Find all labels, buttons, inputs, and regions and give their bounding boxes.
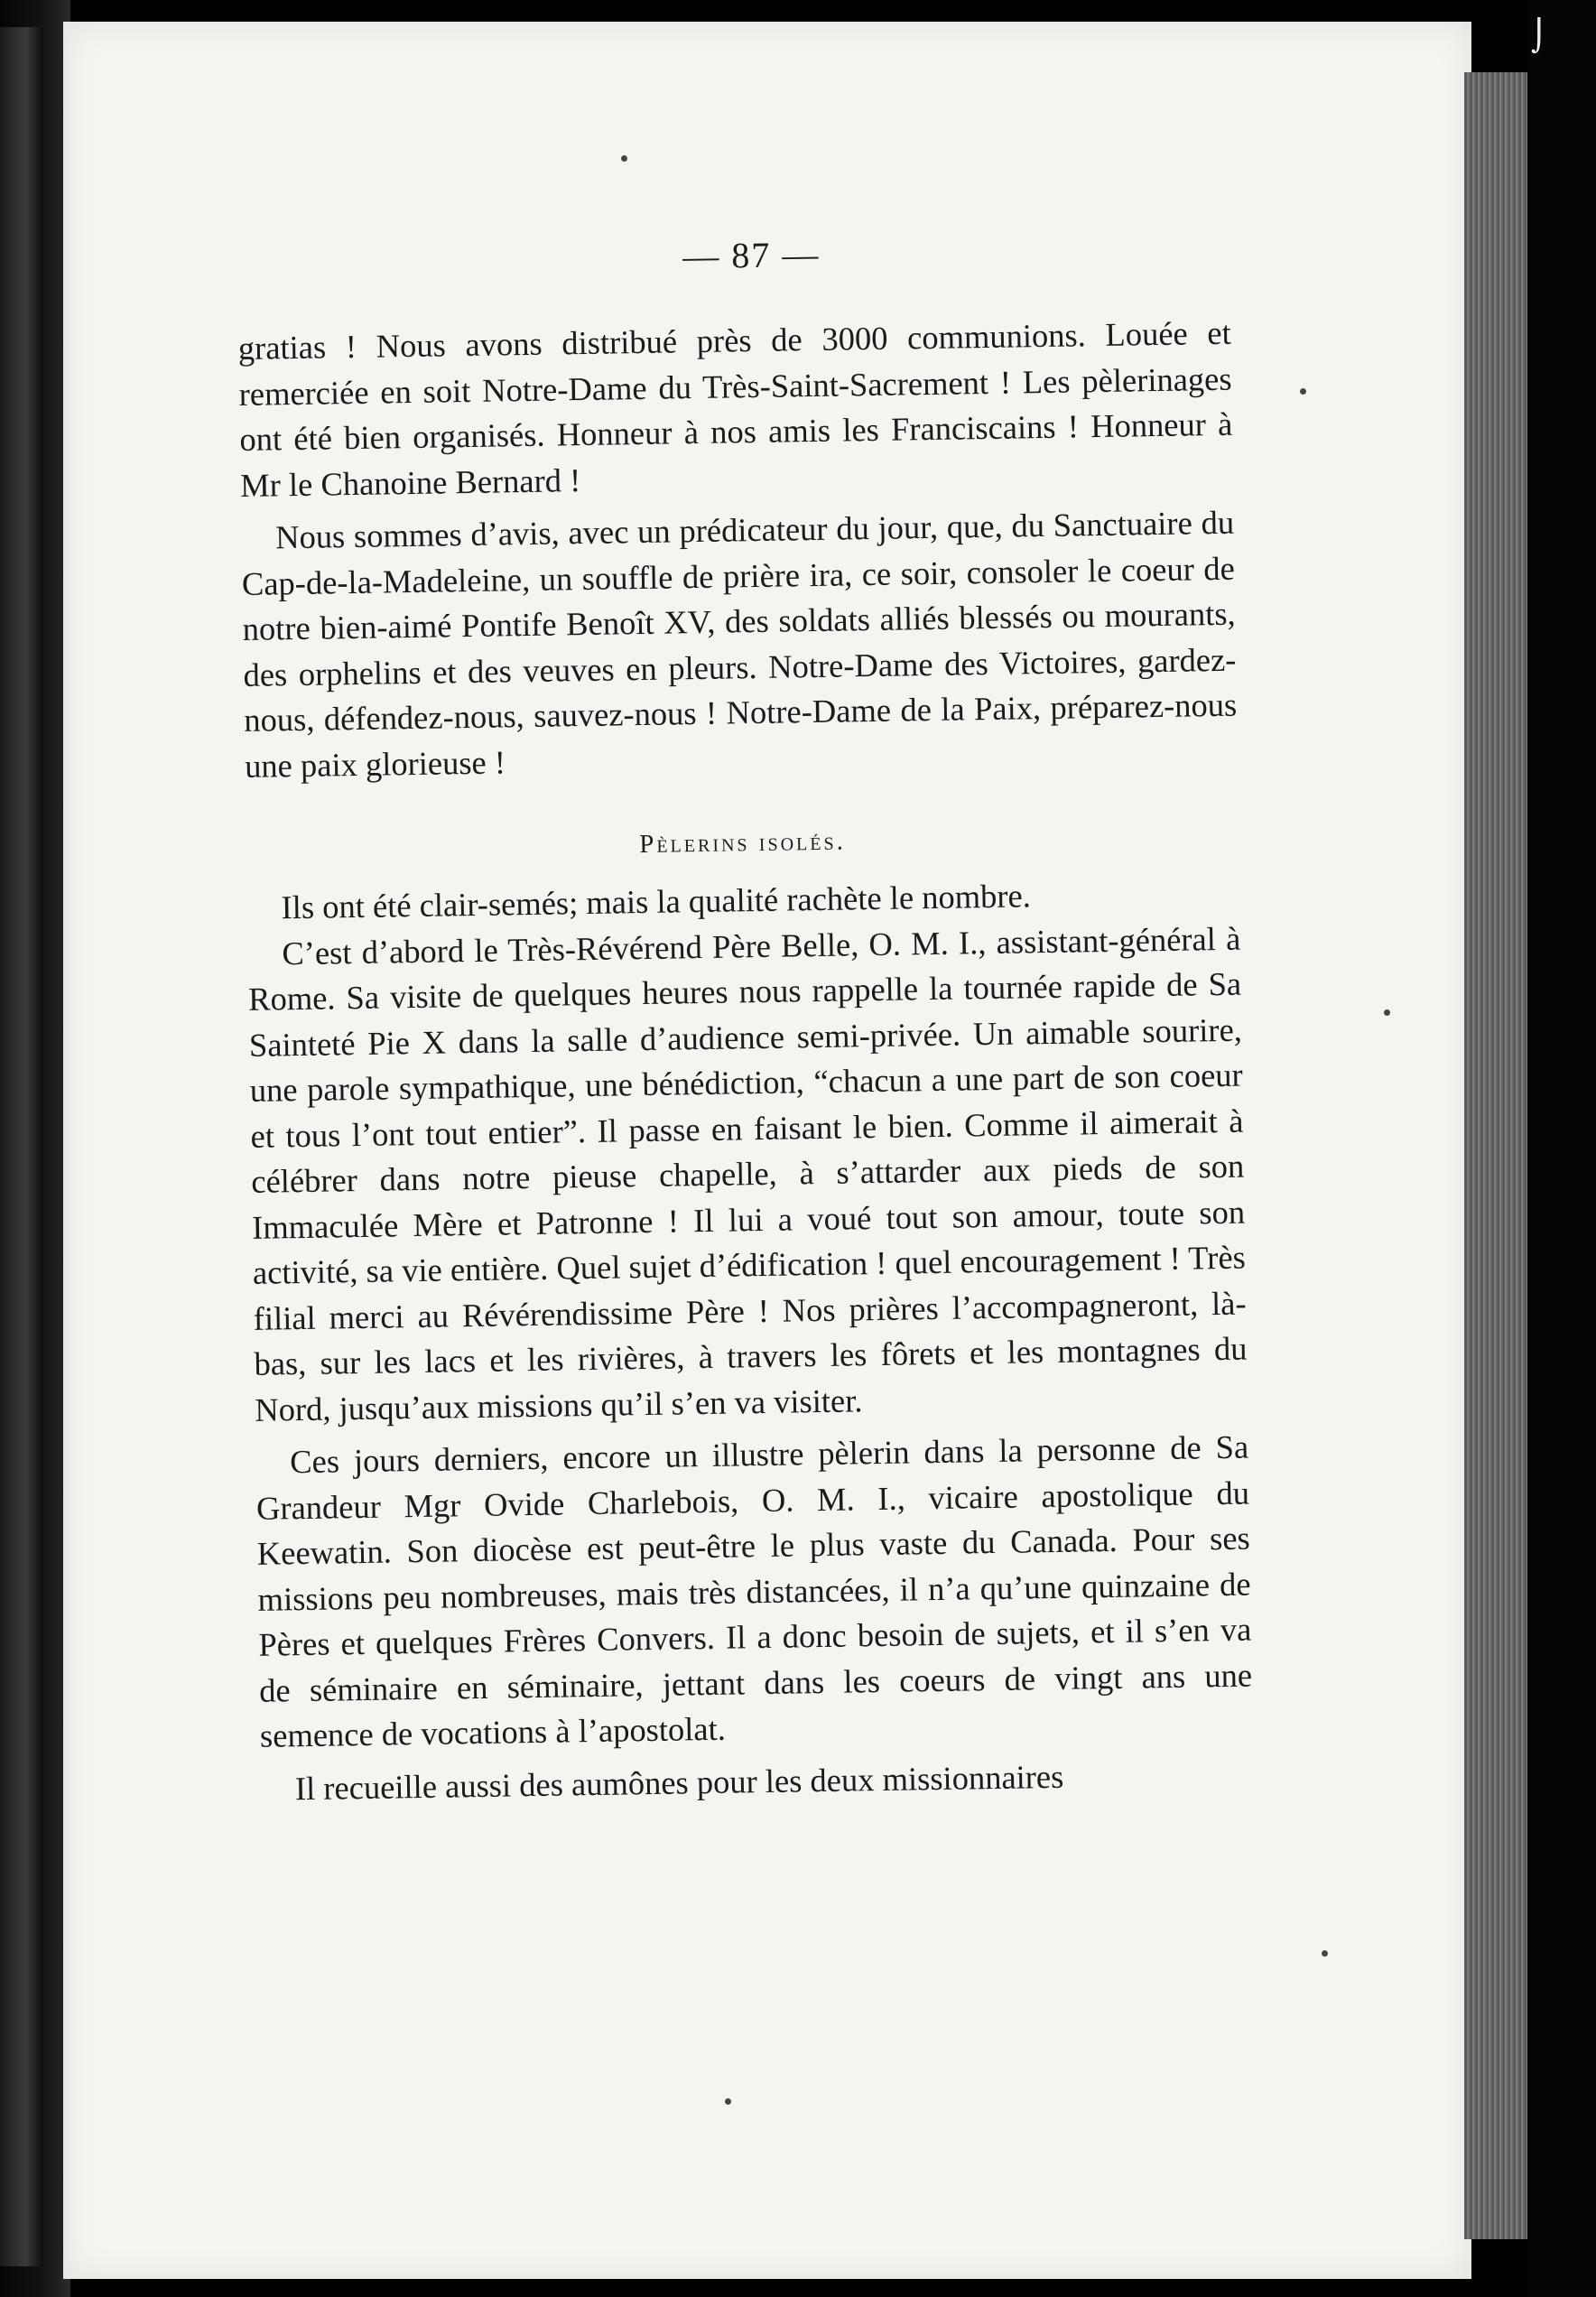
dust-speck — [1384, 1009, 1390, 1016]
adjacent-page-edge — [0, 27, 43, 2266]
paragraph: Ces jours derniers, encore un illustre pèlerin dans la personne de Sa Grandeur Mgr Ovide Charlebois, O. M. I., vicaire apostolique du Keewatin. Son diocèse est peut-être le plus vaste du Canada. Pour ses missions peu nombreuses, mais très distancées, il n’a qu’une quinzaine de Pères et quelques Frères Convers. Il a donc besoin de sujets, et il s’en va de séminaire en séminaire, jettant dans les coeurs de vingt ans une semence de vocations à l’apostolat. — [255, 1427, 1253, 1754]
paragraph: Il recueille aussi des aumônes pour les deux missionnaires — [294, 1757, 1064, 1807]
paragraph: Ils ont été clair-semés; mais la qualité rachète le nombre. — [281, 877, 1032, 926]
dust-speck — [621, 155, 627, 162]
paragraph: gratias ! Nous avons distribué près de 3000 communions. Louée et remerciée en soit Notre-Dame du Très-Saint-Sacrement ! Les pèlerinages ont été bien organisés. Honneur à nos amis les Franciscains ! Honneur à Mr le Chanoine Bernard ! — [237, 313, 1233, 504]
section-heading: Pèlerins isolés. — [638, 826, 847, 860]
paragraph: Nous sommes d’avis, avec un prédicateur du jour, que, du Sanctuaire du Cap-de-la-Madeleine, un souffle de prière ira, ce soir, consoler le coeur de notre bien-aimé Pontife Benoît XV, des soldats alliés blessés ou mourants, des orphelins et des veuves en pleurs. Notre-Dame des Victoires, gardez-nous, défendez-nous, sauvez-nous ! Notre-Dame de la Paix, préparez-nous une paix glorieuse ! — [241, 503, 1238, 785]
scan-artifact-mark: ⌡ — [1531, 18, 1547, 54]
dust-speck — [725, 2098, 731, 2105]
page-number: — 87 — — [682, 233, 821, 277]
page-stack-edge — [1464, 72, 1527, 2239]
dust-speck — [1300, 388, 1306, 395]
paragraph: C’est d’abord le Très-Révérend Père Belle, O. M. I., assistant-général à Rome. Sa visite de quelques heures nous rappelle la tournée rapide de Sa Sainteté Pie X dans la salle d’audience semi-privée. Un aimable sourire, une parole sympathique, une bénédiction, “chacun a une part de son coeur et tous l’ont tout entier”. Il passe en faisant le bien. Comme il aimerait à célébrer dans notre pieuse chapelle, à s’attarder aux pieds de son Immaculée Mère et Patronne ! Il lui a voué tout son amour, toute son activité, sa vie entière. Quel sujet d’édification ! quel encouragement ! Très filial merci au Révérendissime Père ! Nos prières l’accompagneront, là-bas, sur les lacs et les rivières, à travers les fôrets et les montagnes du Nord, jusqu’aux missions qu’il s’en va visiter. — [247, 919, 1248, 1428]
page-text-block — [237, 227, 1254, 1812]
scan-right-border — [1527, 0, 1596, 2297]
dust-speck — [1322, 1950, 1328, 1957]
